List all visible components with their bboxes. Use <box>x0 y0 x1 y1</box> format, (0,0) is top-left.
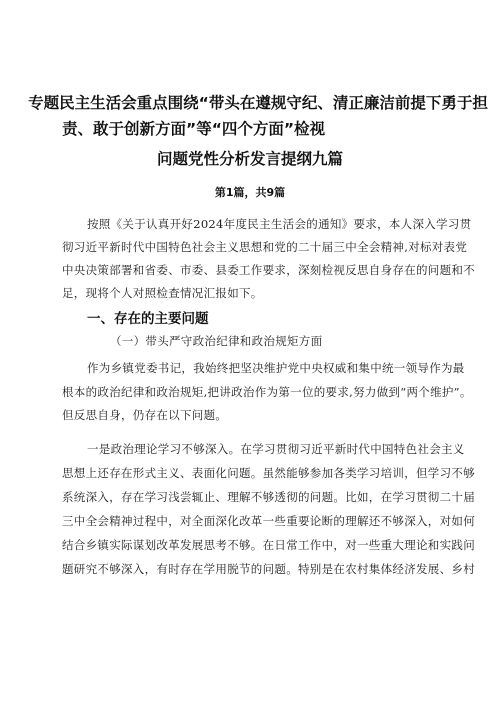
paragraph-line: 作为乡镇党委书记，我始终把坚决维护党中央权威和集中统一领导作为最 <box>87 361 465 375</box>
document-title-line-3: 问题党性分析发言提纲九篇 <box>156 150 343 168</box>
paragraph-line: 三中全会精神过程中，对全面深化改革一些重要论断的理解还不够深入，对如何 <box>62 514 475 528</box>
document-title-line-2: 责、敢于创新方面”等“四个方面”检视 <box>62 120 326 138</box>
paragraph-line: 根本的政治纪律和政治规矩,把讲政治作为第一位的要求,努力做到“两个维护”。 <box>62 385 472 399</box>
section-heading: 一、存在的主要问题 <box>87 311 209 327</box>
intro-line: 中央决策部署和省委、市委、县委工作要求，深刻检视反思自身存在的问题和不 <box>62 263 475 277</box>
intro-line: 按照《关于认真开好2024年度民主生活会的通知》要求，本人深入学习贯 <box>87 217 472 231</box>
paragraph-line: 思想上还存在形式主义、表面化问题。虽然能够参加各类学习培训，但学习不够 <box>62 466 475 480</box>
subsection-heading: （一）带头严守政治纪律和政治规矩方面 <box>110 334 323 348</box>
paragraph-line: 但反思自身，仍存在以下问题。 <box>62 408 228 422</box>
document-title-line-1: 专题民主生活会重点围绕“带头在遵规守纪、清正廉洁前提下勇于担 <box>28 94 488 112</box>
intro-line: 足，现将个人对照检查情况汇报如下。 <box>62 286 263 300</box>
page-indicator: 第1篇，共9篇 <box>214 186 286 199</box>
paragraph-line: 结合乡镇实际谋划改革发展思考不够。在日常工作中，对一些重大理论和实践问 <box>62 538 475 552</box>
paragraph-line: 系统深入，存在学习浅尝辄止、理解不够透彻的问题。比如，在学习贯彻二十届 <box>62 490 475 504</box>
intro-line: 彻习近平新时代中国特色社会主义思想和党的二十届三中全会精神,对标对表党 <box>62 240 468 254</box>
paragraph-line: 一是政治理论学习不够深入。在学习贯彻习近平新时代中国特色社会主义 <box>87 442 465 456</box>
paragraph-line: 题研究不够深入，有时存在学用脱节的问题。特别是在农村集体经济发展、乡村 <box>62 562 475 576</box>
